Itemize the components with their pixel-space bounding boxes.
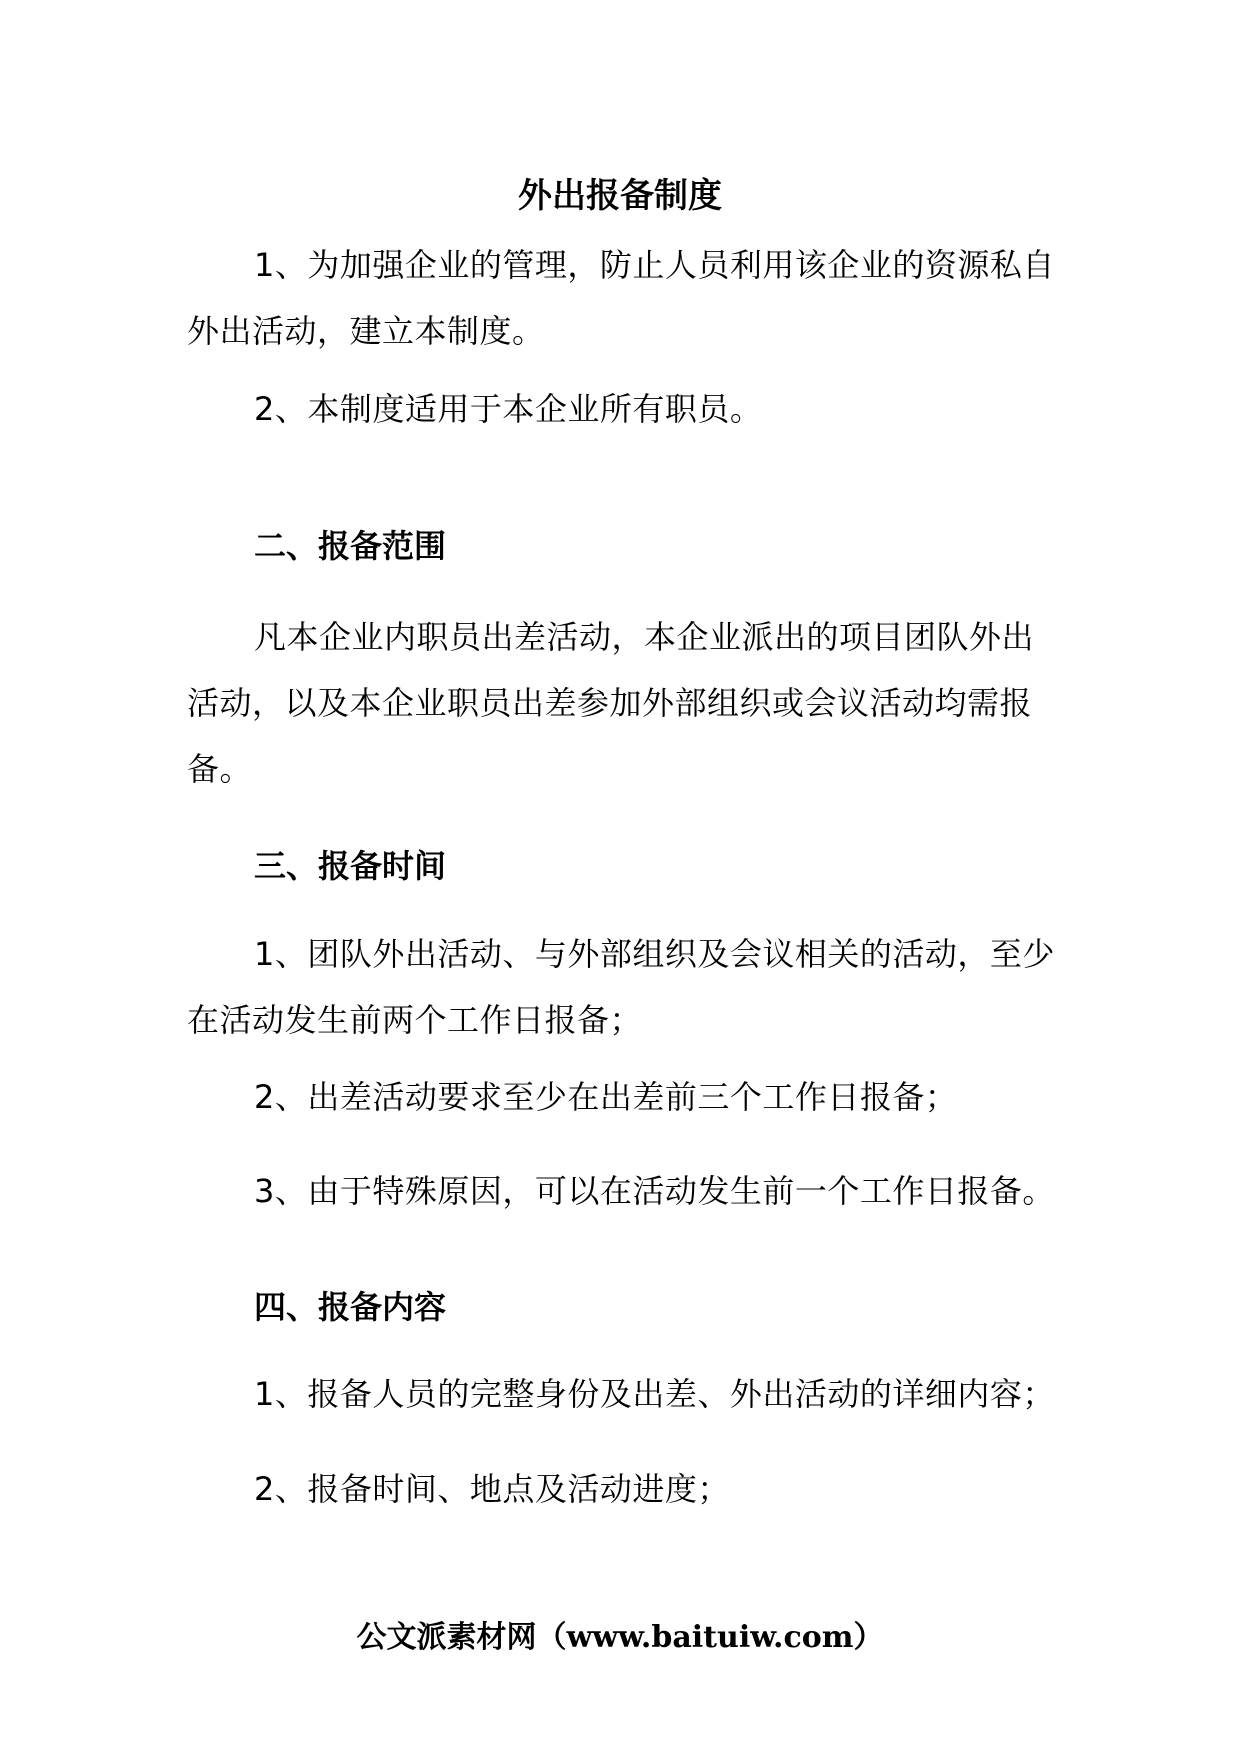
paragraph-timing-1: 1、团队外出活动、与外部组织及会议相关的活动，至少在活动发生前两个工作日报备； — [187, 935, 1055, 1039]
section-heading-scope: 二、报备范围 — [254, 527, 447, 565]
section-heading-timing: 三、报备时间 — [254, 847, 447, 885]
paragraph-content-1: 1、报备人员的完整身份及出差、外出活动的详细内容； — [254, 1375, 1055, 1413]
paragraph-timing-3: 3、由于特殊原因，可以在活动发生前一个工作日报备。 — [254, 1172, 1055, 1210]
section-heading-content: 四、报备内容 — [254, 1288, 447, 1326]
paragraph-content-2: 2、报备时间、地点及活动进度； — [254, 1470, 730, 1508]
document-title: 外出报备制度 — [518, 176, 722, 216]
footer-source: 公文派素材网（www.baituiw.com） — [356, 1620, 884, 1655]
paragraph-scope: 凡本企业内职员出差活动，本企业派出的项目团队外出活动，以及本企业职员出差参加外部组织或会议活动均需报备。 — [187, 618, 1035, 788]
paragraph-purpose: 1、为加强企业的管理，防止人员利用该企业的资源私自外出活动，建立本制度。 — [187, 246, 1055, 350]
paragraph-timing-2: 2、出差活动要求至少在出差前三个工作日报备； — [254, 1078, 958, 1116]
paragraph-applicability: 2、本制度适用于本企业所有职员。 — [254, 390, 763, 428]
